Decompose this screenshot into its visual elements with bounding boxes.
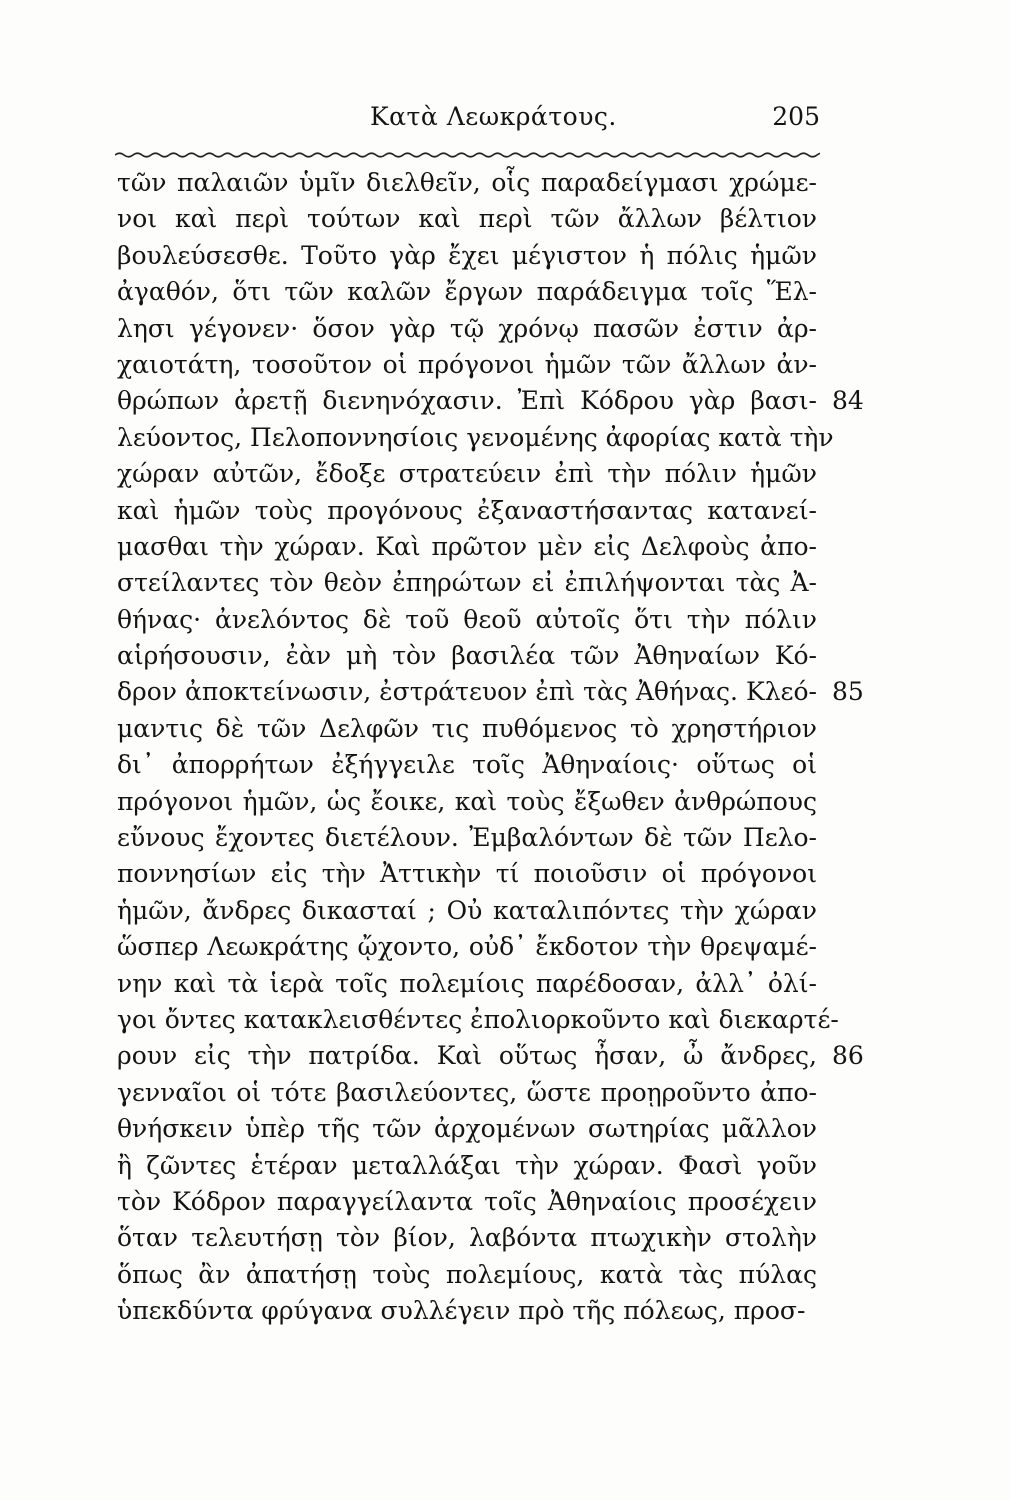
text-line-22: ὥσπερ Λεωκράτης ᾤχοντο, οὐδ᾽ ἔκδοτον τὴν θρεψαμέ- bbox=[117, 932, 817, 962]
running-title: Κατὰ Λεωκράτους. bbox=[370, 102, 617, 131]
text-line-20: ποννησίων εἰς τὴν Ἀττικὴν τί ποιοῦσιν οἱ πρόγονοι bbox=[117, 859, 817, 889]
text-line-30: ὅταν τελευτήσῃ τὸν βίον, λαβόντα πτωχικὴν στολὴν bbox=[117, 1223, 817, 1253]
text-line-11: μασθαι τὴν χώραν. Καὶ πρῶτον μὲν εἰς Δελφοὺς ἀπο- bbox=[117, 531, 817, 561]
text-line-15 bbox=[117, 674, 864, 710]
text-line-9: χώραν αὐτῶν, ἔδοξε στρατεύειν ἐπὶ τὴν πόλιν ἡμῶν bbox=[117, 459, 817, 489]
text-line-25 bbox=[117, 1038, 864, 1074]
text-line-28: ἢ ζῶντες ἑτέραν μεταλλάξαι τὴν χώραν. Φασὶ γοῦν bbox=[117, 1150, 817, 1180]
text-line-25-content: ρουν εἰς τὴν πατρίδα. Καὶ οὕτως ἦσαν, ὦ ἄνδρες, bbox=[117, 1041, 817, 1071]
page-number: 205 bbox=[772, 102, 820, 131]
section-number-84: 84 bbox=[832, 386, 864, 416]
text-line-27: θνήσκειν ὑπὲρ τῆς τῶν ἀρχομένων σωτηρίας μᾶλλον bbox=[117, 1114, 817, 1144]
text-line-4: ἀγαθόν, ὅτι τῶν καλῶν ἔργων παράδειγμα τοῖς Ἕλ- bbox=[117, 277, 817, 307]
text-line-26: γενναῖοι οἱ τότε βασιλεύοντες, ὥστε προῃροῦντο ἀπο- bbox=[117, 1077, 817, 1107]
text-line-6: χαιοτάτη, τοσοῦτον οἱ πρόγονοι ἡμῶν τῶν ἄλλων ἀν- bbox=[117, 349, 817, 379]
text-line-19: εὔνους ἔχοντες διετέλουν. Ἐμβαλόντων δὲ τῶν Πελο- bbox=[117, 823, 817, 853]
text-line-23: νην καὶ τὰ ἱερὰ τοῖς πολεμίοις παρέδοσαν, ἀλλ᾽ ὀλί- bbox=[117, 968, 817, 998]
text-line-7-content: θρώπων ἀρετῇ διενηνόχασιν. Ἐπὶ Κόδρου γὰρ βασι- bbox=[117, 386, 817, 416]
text-line-8: λεύοντος, Πελοποννησίοις γενομένης ἀφορίας κατὰ τὴν bbox=[117, 422, 834, 452]
text-line-13: θήνας· ἀνελόντος δὲ τοῦ θεοῦ αὐτοῖς ὅτι τὴν πόλιν bbox=[117, 604, 817, 634]
text-line-15-content: δρον ἀποκτείνωσιν, ἐστράτευον ἐπὶ τὰς Ἀθήνας. Κλεό- bbox=[117, 677, 817, 707]
body-text bbox=[117, 165, 864, 1330]
text-line-5: λησι γέγονεν· ὅσον γὰρ τῷ χρόνῳ πασῶν ἐστιν ἀρ- bbox=[117, 313, 817, 343]
text-line-18: πρόγονοι ἡμῶν, ὡς ἔοικε, καὶ τοὺς ἔξωθεν ἀνθρώπους bbox=[117, 786, 817, 816]
text-line-31: ὅπως ἂν ἀπατήσῃ τοὺς πολεμίους, κατὰ τὰς πύλας bbox=[117, 1259, 817, 1289]
text-line-3: βουλεύσεσθε. Τοῦτο γὰρ ἔχει μέγιστον ἡ πόλις ἡμῶν bbox=[117, 240, 817, 270]
text-line-29: τὸν Κόδρον παραγγείλαντα τοῖς Ἀθηναίοις προσέχειν bbox=[117, 1186, 817, 1216]
text-line-2: νοι καὶ περὶ τούτων καὶ περὶ τῶν ἄλλων βέλτιον bbox=[117, 204, 817, 234]
section-number-85: 85 bbox=[832, 677, 864, 707]
text-line-14: αἱρήσουσιν, ἐὰν μὴ τὸν βασιλέα τῶν Ἀθηναίων Κό- bbox=[117, 641, 817, 671]
text-line-1: τῶν παλαιῶν ὑμῖν διελθεῖν, οἷς παραδείγμασι χρώμε- bbox=[117, 168, 817, 197]
header-wavy-rule bbox=[115, 150, 820, 160]
text-line-21: ἡμῶν, ἄνδρες δικασταί ; Οὐ καταλιπόντες τὴν χώραν bbox=[117, 895, 817, 925]
section-number-86: 86 bbox=[832, 1041, 864, 1071]
text-line-12: στείλαντες τὸν θεὸν ἐπηρώτων εἰ ἐπιλήψονται τὰς Ἀ- bbox=[117, 568, 817, 598]
text-line-10: καὶ ἡμῶν τοὺς προγόνους ἐξαναστήσαντας κατανεί- bbox=[117, 495, 817, 525]
text-line-32: ὑπεκδύντα φρύγανα συλλέγειν πρὸ τῆς πόλεως, προσ- bbox=[117, 1296, 806, 1326]
text-line-24: γοι ὄντες κατακλεισθέντες ἐπολιορκοῦντο καὶ διεκαρτέ- bbox=[117, 1004, 839, 1034]
running-head bbox=[115, 100, 820, 140]
text-line-17: δι᾽ ἀπορρήτων ἐξήγγειλε τοῖς Ἀθηναίοις· οὕτως οἱ bbox=[117, 750, 817, 780]
text-line-16: μαντις δὲ τῶν Δελφῶν τις πυθόμενος τὸ χρηστήριον bbox=[117, 713, 817, 743]
text-line-7 bbox=[117, 383, 864, 419]
